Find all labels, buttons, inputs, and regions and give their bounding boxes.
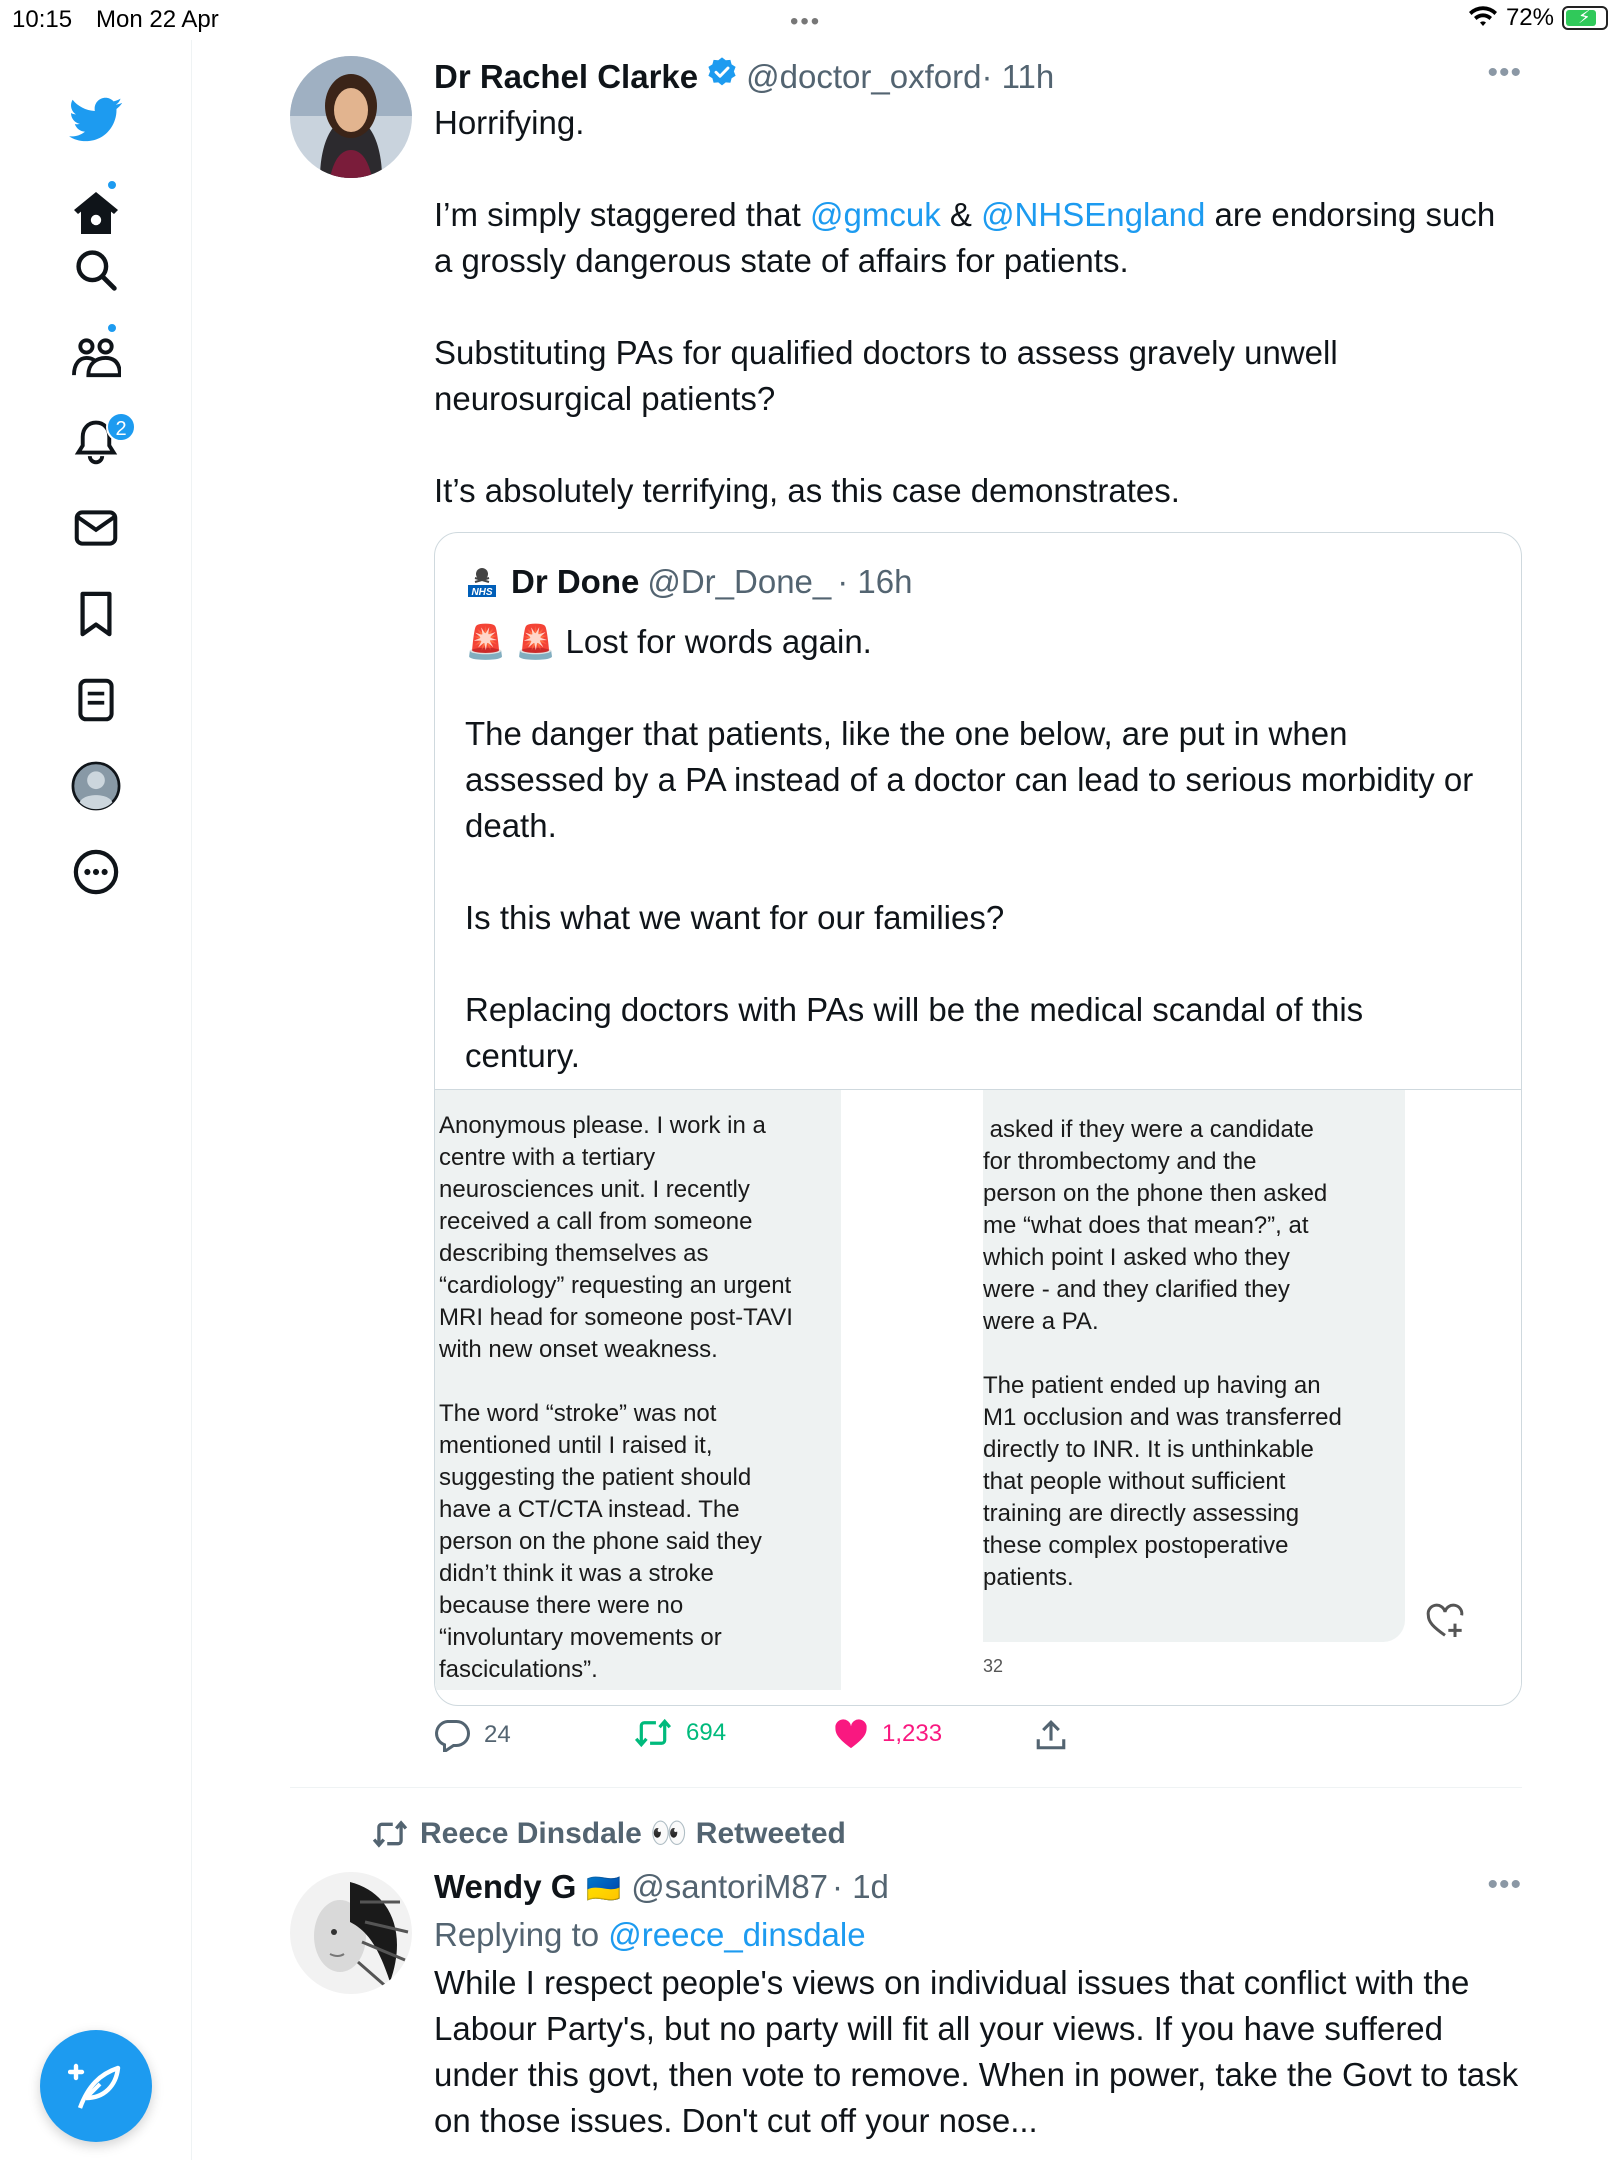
share-icon [1034,1718,1068,1752]
retweet-icon [634,1718,672,1748]
tweet-paragraph: It’s absolutely terrifying, as this case demonstrates. [434,472,1180,509]
messages-icon[interactable] [66,498,126,558]
tweet-more-button[interactable]: ••• [1487,56,1522,89]
image-counter: 32 [983,1656,1004,1676]
tweet-line: Horrifying. [434,104,585,141]
mention-nhsengland[interactable]: @NHSEngland [981,196,1206,233]
tweet-paragraph [434,192,1522,284]
tweet-divider [290,1787,1522,1788]
verified-badge-icon [706,56,738,88]
quoted-tweet-time: · 16h [837,563,913,600]
author-name[interactable]: Wendy G [434,1868,577,1905]
search-icon[interactable] [66,240,126,300]
heart-filled-icon [834,1718,868,1750]
avatar[interactable] [290,1872,412,1994]
author-handle[interactable]: @doctor_oxford [746,58,982,95]
notifications-badge: 2 [106,412,136,442]
retweet-button[interactable] [634,1718,726,1748]
retweet-icon [372,1820,408,1848]
wifi-icon [1468,6,1498,30]
reply-count: 24 [484,1721,511,1748]
text-segment: I’m simply staggered that [434,196,810,233]
profile-icon[interactable] [66,756,126,816]
like-count: 1,233 [882,1720,943,1747]
quoted-tweet-text: 🚨 🚨 Lost for words again. The danger that patients, like the one below, are put in when assessed by a PA instead of a doctor can lead to serious morbidity or death. Is this what we want for our families? Replacing doctors with PAs will be the medical scandal of this century. [465,623,1474,1074]
sidebar [0,40,192,2160]
image-text-left: Anonymous please. I work in a centre with a tertiary neurosciences unit. I recently received a call from someone describing themselves as “cardiology” requesting an urgent MRI head for someone post-TAVI with new onset weakness. The word “stroke” was not mentioned until I raised it, suggesting the patient should have a CT/CTA instead. The person on the phone said they didn’t think it was a stroke because there were no “involuntary movements or fasciculations”. [435,1090,841,1690]
image-text-right: asked if they were a candidate for thrombectomy and the person on the phone then asked me “what does that mean?”, at which point I asked who they were - and they clarified they were a PA. The patient ended up having an M1 occlusion and was transferred directly to INR. It is unthinkable that people without sufficient training are directly assessing these complex postoperative patients. [983,1090,1405,1642]
tweet-time[interactable]: · 1d [832,1868,889,1905]
text-segment: & [940,196,982,233]
retweeted-by-line[interactable] [372,1816,846,1851]
tweet-text: While I respect people's views on individual issues that conflict with the Labour Party's, but no party will fit all your views. If you have suffered under this govt, then vote to remove. When in power, take the Govt to task on those issues. Don't cut off your nose... [434,1964,1528,2139]
compose-tweet-button[interactable] [40,2030,152,2142]
more-options-icon[interactable] [66,842,126,902]
nhs-avatar-icon [465,565,499,599]
status-bar [0,0,1620,40]
battery-icon: ⚡ [1562,6,1608,30]
multitasking-dots[interactable]: ••• [790,8,822,35]
avatar[interactable] [290,56,412,178]
status-time: 10:15 [12,6,73,33]
lists-icon[interactable] [66,670,126,730]
quoted-tweet[interactable] [434,532,1522,1706]
reply-icon [434,1718,470,1752]
tweet-rachel-clarke[interactable] [290,56,1522,1786]
tweet-paragraph: Substituting PAs for qualified doctors to assess gravely unwell neurosurgical patients? [434,334,1347,417]
retweet-count: 694 [686,1719,727,1746]
retweeted-by-text: Reece Dinsdale 👀 Retweeted [420,1817,846,1850]
home-icon[interactable] [66,183,126,243]
tweet-wendy-g[interactable] [290,1868,1528,2160]
compose-feather-icon [68,2058,124,2114]
replying-to [434,1912,1522,1958]
ukraine-flag-icon: 🇺🇦 [586,1873,622,1904]
share-button[interactable] [1034,1718,1068,1752]
tweet-more-button[interactable]: ••• [1487,1868,1522,1901]
reply-button[interactable] [434,1718,511,1752]
quoted-author-handle: @Dr_Done_ [647,563,832,600]
communities-icon[interactable] [66,326,126,386]
status-date: Mon 22 Apr [96,6,219,33]
text-segment: are endorsing such a grossly dangerous state of affairs for patients. [434,196,1505,279]
quoted-author-name: Dr Done [511,563,640,600]
notifications-icon[interactable] [66,412,126,472]
bookmarks-icon[interactable] [66,584,126,644]
like-button[interactable] [834,1718,942,1750]
battery-percent: 72% [1505,4,1554,31]
heart-plus-icon [1425,1602,1465,1642]
twitter-logo-icon[interactable] [66,90,126,150]
mention-gmcuk[interactable]: @gmcuk [810,196,941,233]
author-name[interactable]: Dr Rachel Clarke [434,58,699,95]
quoted-tweet-image[interactable] [435,1089,1521,1689]
author-handle[interactable]: @santoriM87 [631,1868,829,1905]
replying-to-handle[interactable]: @reece_dinsdale [608,1916,866,1953]
replying-label: Replying to [434,1916,609,1953]
tweet-time[interactable]: · 11h [981,58,1055,95]
svg-text:NHS: NHS [471,587,493,598]
tweet-actions [434,1718,1134,1762]
